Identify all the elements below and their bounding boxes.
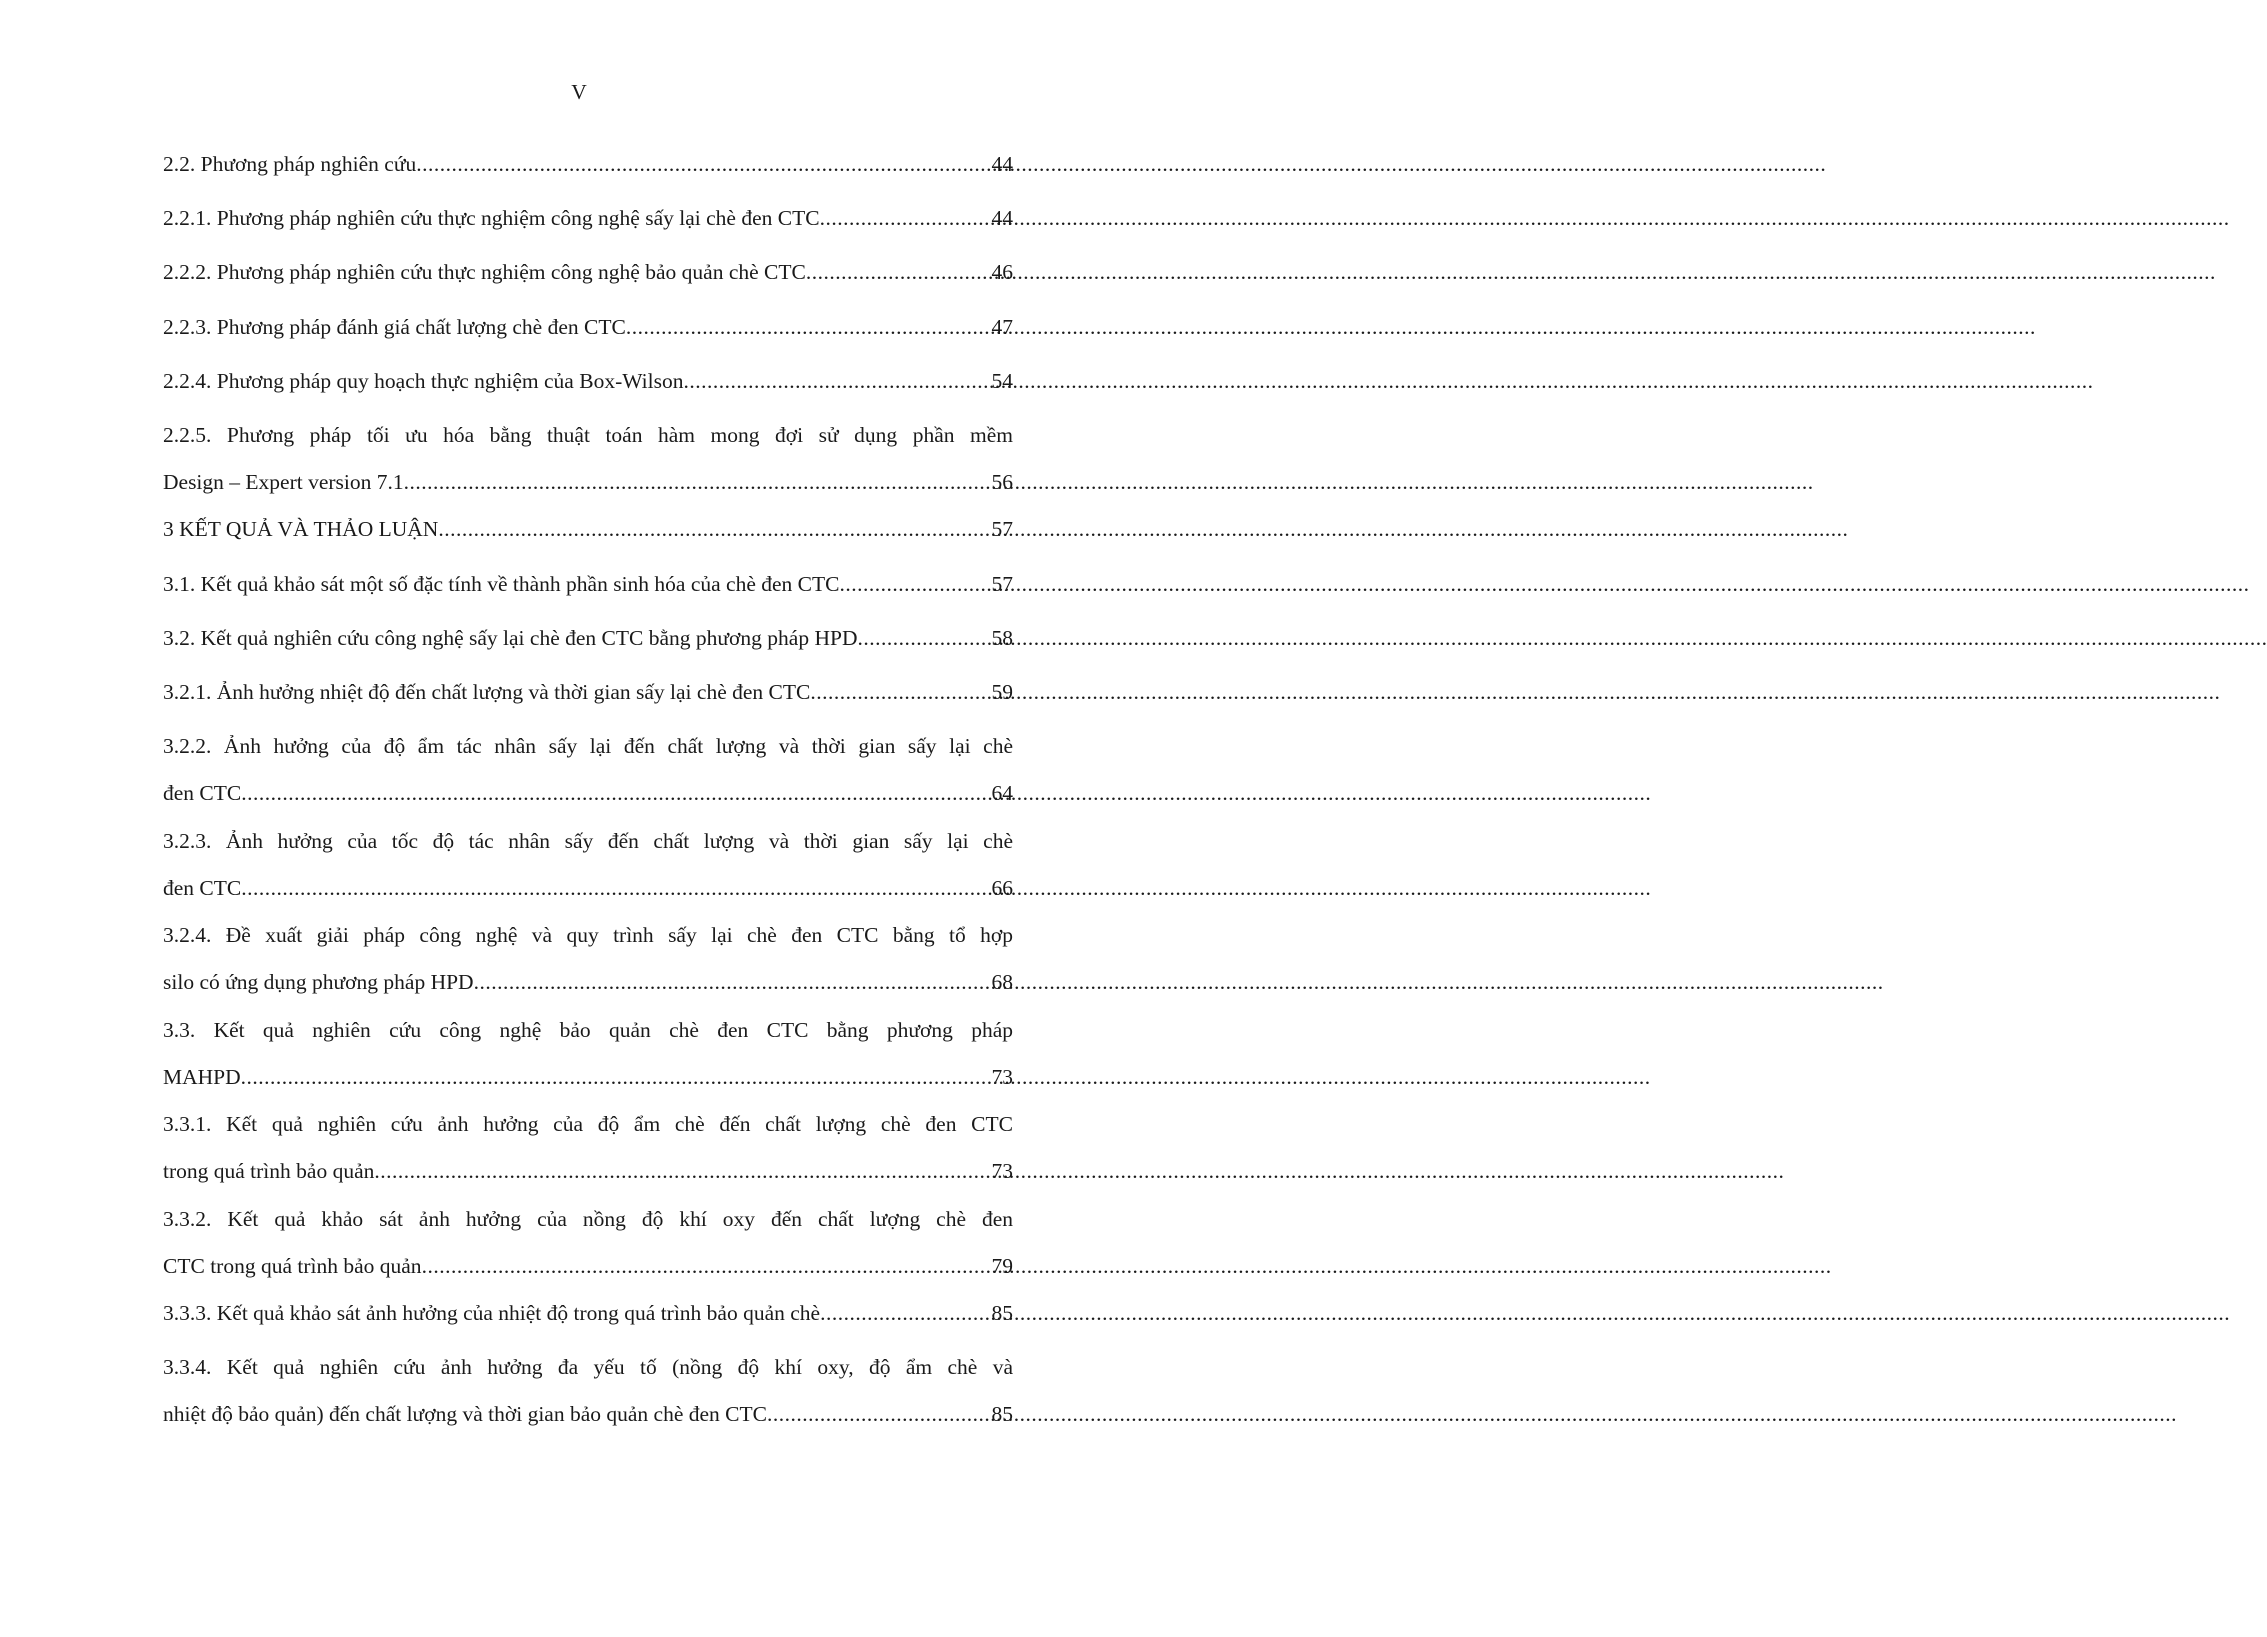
toc-entry[interactable] bbox=[163, 666, 1013, 720]
toc-entry-line: 3.3. Kết quả nghiên cứu công nghệ bảo quản chè đen CTC bằng phương pháp bbox=[163, 1017, 1013, 1042]
toc-entry-page: 85 bbox=[991, 1301, 1013, 1326]
toc-entry-line: 3.2.3. Ảnh hưởng của tốc độ tác nhân sấy đến chất lượng và thời gian sấy lại chè bbox=[163, 828, 1013, 853]
toc-entry-line: 3.2.4. Đề xuất giải pháp công nghệ và quy trình sấy lại chè đen CTC bằng tổ hợp bbox=[163, 923, 1013, 948]
toc-entry-line-last bbox=[163, 612, 1013, 664]
toc-entry[interactable] bbox=[163, 815, 1013, 910]
toc-entry-page: 47 bbox=[991, 314, 1013, 339]
toc-entry-line-last bbox=[163, 138, 1013, 190]
toc-entry-title: trong quá trình bảo quản bbox=[163, 1159, 375, 1184]
dot-leader bbox=[474, 961, 990, 1003]
toc-entry-line-last bbox=[163, 1287, 1013, 1339]
toc-entry-title: Design – Expert version 7.1 bbox=[163, 469, 404, 494]
toc-entry-line-last bbox=[163, 666, 1013, 718]
toc-entry-line: 3.3.4. Kết quả nghiên cứu ảnh hưởng đa yếu tố (nồng độ khí oxy, độ ẩm chè và bbox=[163, 1355, 1013, 1380]
toc-entry-line-last bbox=[163, 355, 1013, 407]
toc-entry-line-last bbox=[163, 192, 1013, 244]
toc-entry[interactable] bbox=[163, 720, 1013, 815]
table-of-contents bbox=[163, 138, 1013, 1436]
dot-leader bbox=[374, 1150, 989, 1192]
toc-entry-title: 3.1. Kết quả khảo sát một số đặc tính về thành phần sinh hóa của chè đen CTC bbox=[163, 571, 840, 596]
toc-entry-line: 2.2.5. Phương pháp tối ưu hóa bằng thuật toán hàm mong đợi sử dụng phần mềm bbox=[163, 422, 1013, 447]
toc-entry[interactable] bbox=[163, 1004, 1013, 1099]
toc-entry[interactable] bbox=[163, 192, 1013, 246]
toc-entry-title: 3 KẾT QUẢ VÀ THẢO LUẬN bbox=[163, 517, 439, 542]
toc-entry[interactable] bbox=[163, 355, 1013, 409]
toc-entry-page: 57 bbox=[991, 517, 1013, 542]
dot-leader bbox=[806, 246, 990, 298]
dot-leader bbox=[840, 558, 990, 610]
dot-leader bbox=[683, 355, 989, 407]
dot-leader bbox=[767, 1393, 990, 1435]
toc-entry[interactable] bbox=[163, 1287, 1013, 1341]
toc-entry-page: 56 bbox=[991, 469, 1013, 494]
toc-entry-line-last bbox=[163, 1245, 1013, 1287]
toc-entry-line-last bbox=[163, 772, 1013, 814]
toc-entry-line-last bbox=[163, 558, 1013, 610]
toc-entry[interactable] bbox=[163, 1098, 1013, 1193]
toc-entry[interactable] bbox=[163, 909, 1013, 1004]
toc-entry-page: 59 bbox=[991, 680, 1013, 704]
dot-leader bbox=[422, 1245, 990, 1287]
toc-entry-title: 2.2.3. Phương pháp đánh giá chất lượng chè đen CTC bbox=[163, 314, 626, 339]
toc-entry-line-last bbox=[163, 867, 1013, 909]
toc-entry[interactable] bbox=[163, 246, 1013, 300]
toc-entry-title: MAHPD bbox=[163, 1064, 241, 1089]
toc-entry[interactable] bbox=[163, 138, 1013, 192]
toc-entry-line: 3.3.1. Kết quả nghiên cứu ảnh hưởng của độ ẩm chè đến chất lượng chè đen CTC bbox=[163, 1112, 1013, 1137]
toc-entry[interactable] bbox=[163, 409, 1013, 504]
toc-entry[interactable] bbox=[163, 1341, 1013, 1436]
toc-entry-page: 79 bbox=[991, 1253, 1013, 1278]
dot-leader bbox=[241, 772, 989, 814]
toc-entry-page: 57 bbox=[991, 571, 1013, 596]
toc-entry-title: 2.2.4. Phương pháp quy hoạch thực nghiệm của Box-Wilson bbox=[163, 368, 684, 393]
toc-entry-page: 58 bbox=[991, 625, 1013, 650]
dot-leader bbox=[626, 301, 990, 353]
toc-entry-line-last bbox=[163, 461, 1013, 503]
toc-entry-page: 73 bbox=[991, 1159, 1013, 1184]
toc-entry-page: 68 bbox=[991, 970, 1013, 995]
toc-entry-title: 3.3.3. Kết quả khảo sát ảnh hưởng của nhiệt độ trong quá trình bảo quản chè bbox=[163, 1301, 821, 1326]
toc-entry-line-last bbox=[163, 1393, 1013, 1435]
toc-entry-title: nhiệt độ bảo quản) đến chất lượng và thời gian bảo quản chè đen CTC bbox=[163, 1402, 767, 1427]
toc-entry-line: 3.3.2. Kết quả khảo sát ảnh hưởng của nồng độ khí oxy đến chất lượng chè đen bbox=[163, 1206, 1013, 1231]
toc-entry-line-last bbox=[163, 1150, 1013, 1192]
toc-entry-page: 64 bbox=[991, 781, 1013, 806]
dot-leader bbox=[820, 1287, 989, 1339]
toc-entry[interactable] bbox=[163, 301, 1013, 355]
toc-entry-title: 2.2.1. Phương pháp nghiên cứu thực nghiệm công nghệ sấy lại chè đen CTC bbox=[163, 206, 820, 231]
toc-entry[interactable] bbox=[163, 558, 1013, 612]
dot-leader bbox=[438, 503, 989, 555]
toc-entry-title: 2.2. Phương pháp nghiên cứu bbox=[163, 152, 417, 176]
toc-entry-page: 44 bbox=[991, 152, 1013, 176]
toc-entry-page: 54 bbox=[991, 368, 1013, 393]
toc-entry-title: 2.2.2. Phương pháp nghiên cứu thực nghiệm công nghệ bảo quản chè CTC bbox=[163, 260, 806, 285]
toc-entry-page: 46 bbox=[991, 260, 1013, 285]
toc-entry-page: 44 bbox=[991, 206, 1013, 231]
toc-entry[interactable] bbox=[163, 503, 1013, 557]
toc-entry-title: 3.2. Kết quả nghiên cứu công nghệ sấy lại chè đen CTC bằng phương pháp HPD bbox=[163, 625, 858, 650]
toc-entry-line-last bbox=[163, 246, 1013, 298]
toc-entry-line-last bbox=[163, 503, 1013, 555]
dot-leader bbox=[416, 138, 989, 190]
dot-leader bbox=[810, 666, 989, 718]
toc-entry[interactable] bbox=[163, 1193, 1013, 1288]
dot-leader bbox=[857, 612, 989, 664]
toc-entry-line-last bbox=[163, 1056, 1013, 1098]
toc-entry-page: 85 bbox=[991, 1402, 1013, 1427]
dot-leader bbox=[241, 1056, 990, 1098]
toc-entry-page: 73 bbox=[991, 1064, 1013, 1089]
toc-entry-title: silo có ứng dụng phương pháp HPD bbox=[163, 970, 474, 995]
toc-entry-page: 66 bbox=[991, 875, 1013, 900]
page-number: V bbox=[571, 80, 587, 104]
toc-entry-line-last bbox=[163, 301, 1013, 353]
dot-leader bbox=[820, 192, 990, 244]
toc-entry-line: 3.2.2. Ảnh hưởng của độ ẩm tác nhân sấy lại đến chất lượng và thời gian sấy lại chè bbox=[163, 734, 1013, 759]
toc-entry-title: CTC trong quá trình bảo quản bbox=[163, 1253, 422, 1278]
toc-entry-title: đen CTC bbox=[163, 781, 242, 806]
toc-entry[interactable] bbox=[163, 612, 1013, 666]
toc-entry-title: 3.2.1. Ảnh hưởng nhiệt độ đến chất lượng và thời gian sấy lại chè đen CTC bbox=[163, 680, 811, 704]
toc-entry-title: đen CTC bbox=[163, 875, 242, 900]
dot-leader bbox=[404, 461, 990, 503]
toc-entry-line-last bbox=[163, 961, 1013, 1003]
dot-leader bbox=[241, 867, 989, 909]
